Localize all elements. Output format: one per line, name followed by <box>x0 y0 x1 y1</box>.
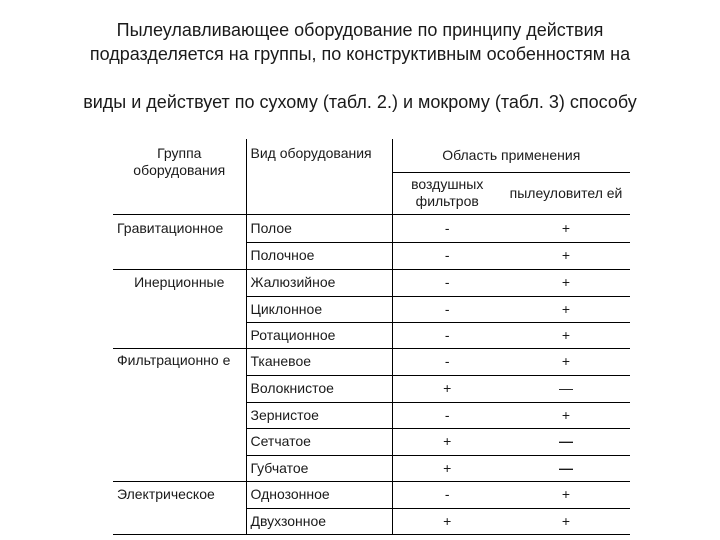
row-air: - <box>392 214 502 242</box>
table-row <box>113 481 630 508</box>
row-air: - <box>392 402 502 428</box>
row-type: Циклонное <box>246 296 392 322</box>
row-air: - <box>392 296 502 322</box>
row-group <box>113 322 246 348</box>
table-row <box>113 508 630 534</box>
row-air: - <box>392 322 502 348</box>
header-type: Вид оборудования <box>246 139 392 214</box>
table-row <box>113 455 630 481</box>
table-row <box>113 269 630 296</box>
header-air-filters: воздушных фильтров <box>392 172 502 214</box>
heading-line-3: виды и действует по сухому (табл. 2.) и мокрому (табл. 3) способу <box>83 92 637 112</box>
row-group: Электрическое <box>113 481 246 508</box>
row-air: - <box>392 242 502 269</box>
row-type: Полочное <box>246 242 392 269</box>
row-dust: + <box>502 508 630 534</box>
row-group <box>113 428 246 455</box>
row-air: - <box>392 348 502 375</box>
row-type: Волокнистое <box>246 375 392 402</box>
row-type: Ротационное <box>246 322 392 348</box>
table-row <box>113 214 630 242</box>
heading-line-1: Пылеулавливающее оборудование по принципу действия <box>116 20 604 40</box>
table-row <box>113 296 630 322</box>
row-group: Гравитационное <box>113 214 246 242</box>
table-row <box>113 322 630 348</box>
table-row <box>113 348 630 375</box>
table-row <box>113 242 630 269</box>
row-type: Полое <box>246 214 392 242</box>
row-dust: + <box>502 322 630 348</box>
row-type: Жалюзийное <box>246 269 392 296</box>
row-air: - <box>392 269 502 296</box>
row-group <box>113 296 246 322</box>
heading-line-2: подразделяется на группы, по конструктивным особенностям на <box>89 44 631 64</box>
row-air: + <box>392 428 502 455</box>
row-air: + <box>392 455 502 481</box>
row-air: + <box>392 375 502 402</box>
header-area: Область применения <box>442 146 581 163</box>
row-group: Инерционные <box>113 269 246 296</box>
row-group <box>113 455 246 481</box>
row-type: Губчатое <box>246 455 392 481</box>
row-type: Двухзонное <box>246 508 392 534</box>
row-dust: + <box>502 214 630 242</box>
dust-equipment-table <box>113 139 630 535</box>
row-group <box>113 242 246 269</box>
row-dust: + <box>502 269 630 296</box>
row-dust: — <box>502 375 630 402</box>
row-air: + <box>392 508 502 534</box>
table-row <box>113 402 630 428</box>
row-type: Тканевое <box>246 348 392 375</box>
row-dust: + <box>502 296 630 322</box>
row-group: Фильтрационно е <box>113 348 246 402</box>
row-type: Сетчатое <box>246 428 392 455</box>
row-type: Зернистое <box>246 402 392 428</box>
row-type: Однозонное <box>246 481 392 508</box>
row-dust: + <box>502 402 630 428</box>
row-dust: — <box>502 455 630 481</box>
row-dust: — <box>502 428 630 455</box>
row-air: - <box>392 481 502 508</box>
row-dust: + <box>502 242 630 269</box>
header-group: Группа оборудования <box>113 139 246 214</box>
table-row <box>113 428 630 455</box>
row-group <box>113 402 246 428</box>
header-dust-collectors: пылеуловител ей <box>502 172 630 214</box>
row-dust: + <box>502 481 630 508</box>
row-group <box>113 508 246 534</box>
row-dust: + <box>502 348 630 375</box>
